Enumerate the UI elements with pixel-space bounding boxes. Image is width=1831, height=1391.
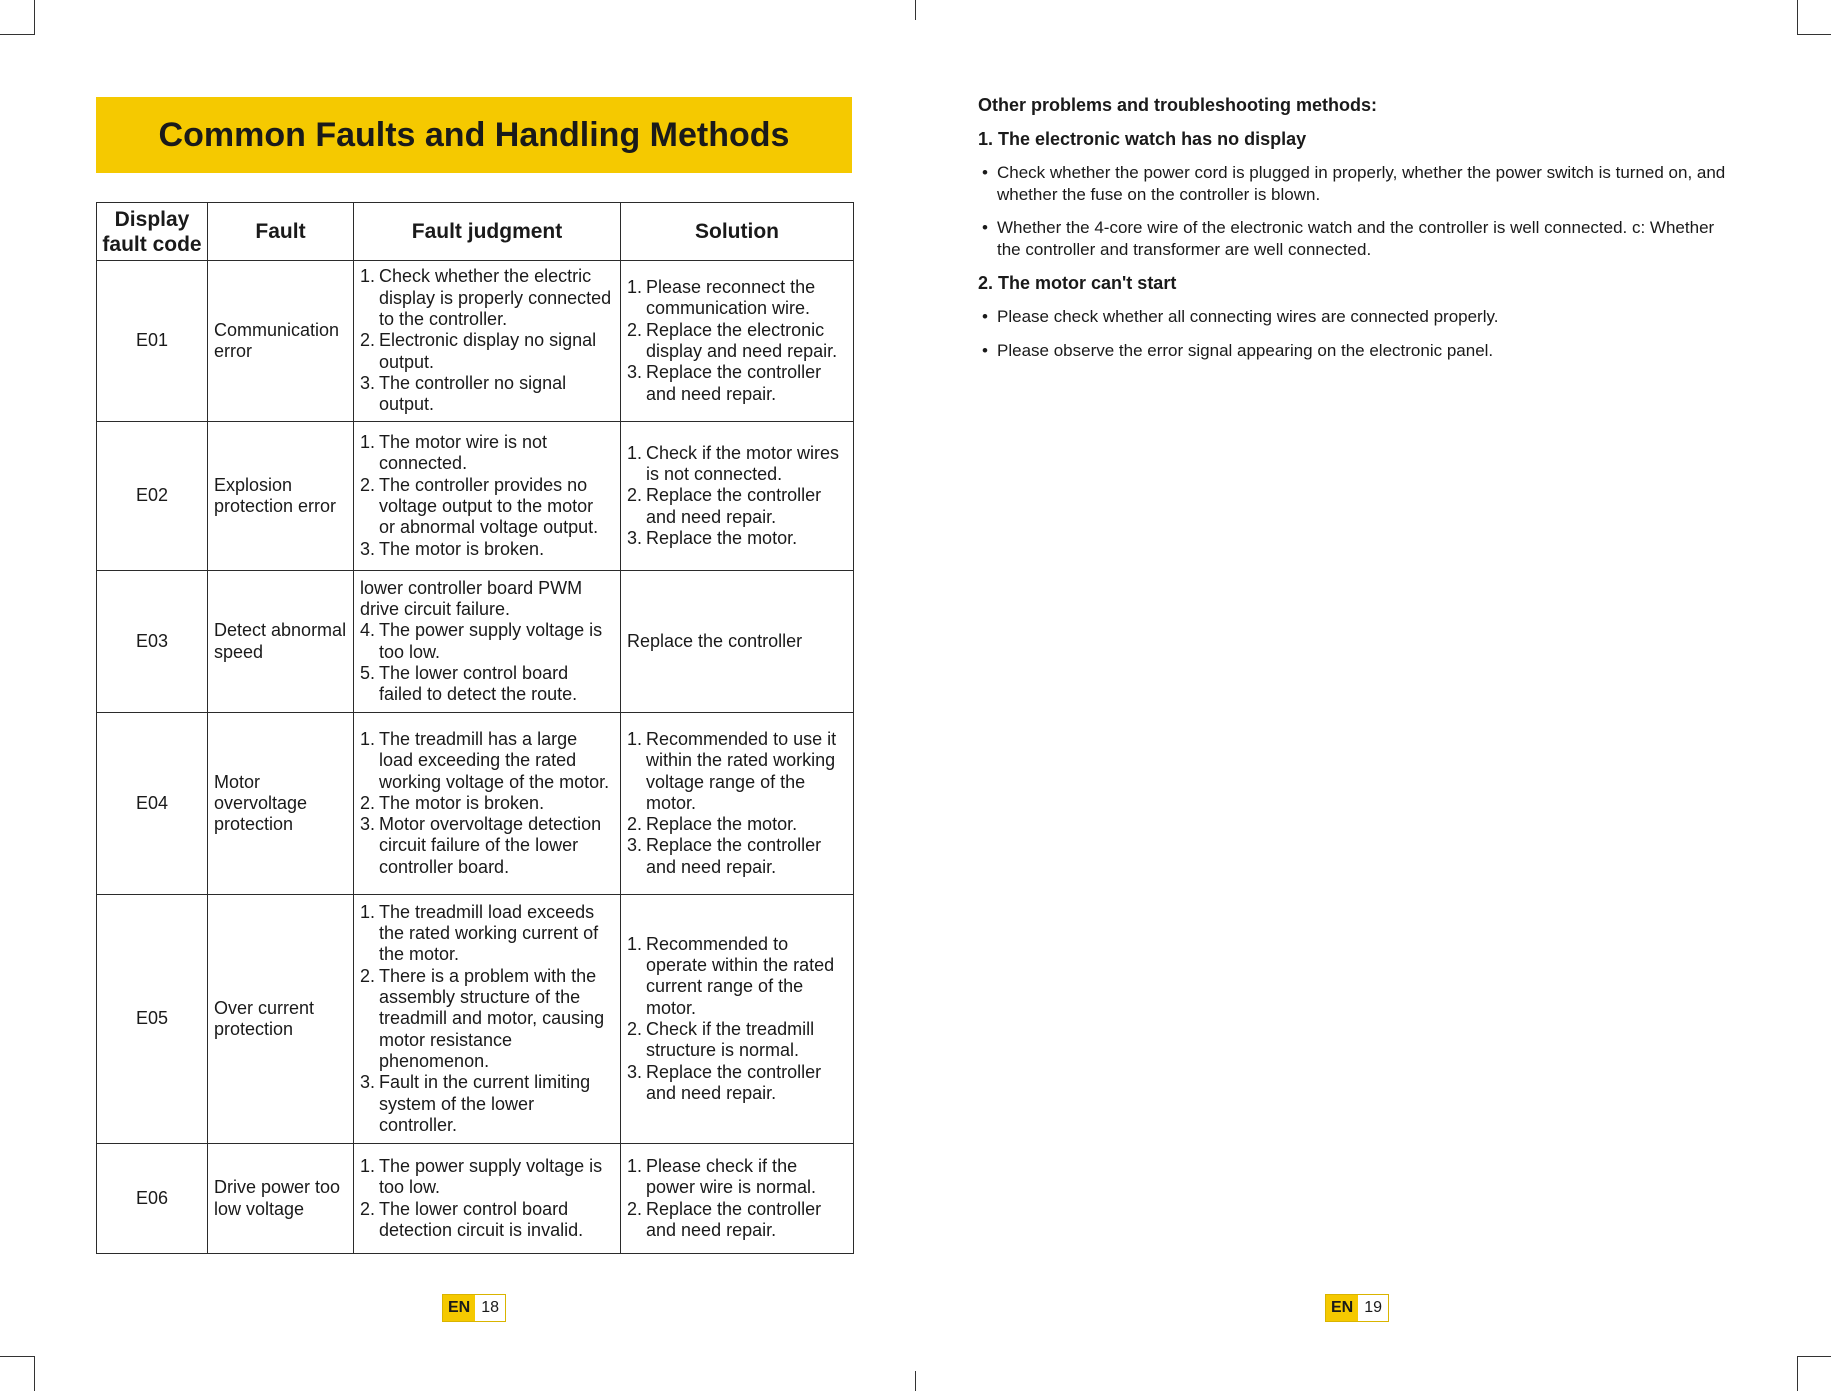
solution-item: Please reconnect the communication wire.: [646, 277, 816, 319]
subsection-title: 2. The motor can't start: [978, 273, 1177, 293]
crop-mark: [34, 0, 35, 35]
bullet-list: [978, 162, 1738, 260]
subsection-title: 1. The electronic watch has no display: [978, 129, 1307, 149]
column-header-solution: Solution: [621, 203, 854, 261]
fault-judgment: [354, 422, 621, 571]
table-row: [97, 895, 854, 1144]
crop-mark: [915, 0, 916, 20]
page-number: 18: [475, 1295, 505, 1321]
fault-code: E01: [97, 261, 208, 422]
language-label: EN: [443, 1295, 475, 1321]
page-number: 19: [1358, 1295, 1388, 1321]
crop-mark: [1797, 1356, 1798, 1391]
fault-code: E06: [97, 1144, 208, 1254]
page-title: Common Faults and Handling Methods: [96, 97, 852, 173]
judgment-item: The treadmill has a large load exceeding the rated working voltage of the motor.: [379, 728, 610, 792]
judgment-item: Check whether the electric display is properly connected to the controller.: [379, 266, 612, 330]
solution: [621, 1144, 854, 1254]
fault-code: E03: [97, 571, 208, 713]
solution-item: Replace the motor.: [646, 527, 798, 548]
fault-code: E04: [97, 713, 208, 895]
table-row: [97, 713, 854, 895]
crop-mark: [1797, 34, 1831, 35]
solution-item: Check if the treadmill structure is normal.: [646, 1019, 815, 1061]
fault-name: Communication error: [208, 261, 354, 422]
fault-name: Over current protection: [208, 895, 354, 1144]
judgment-item: Fault in the current limiting system of the lower controller.: [379, 1072, 591, 1135]
solution-item: Recommended to operate within the rated current range of the motor.: [646, 933, 835, 1018]
section-heading: Other problems and troubleshooting methods:: [978, 95, 1378, 115]
fault-code: E05: [97, 895, 208, 1144]
solution-item: Replace the controller and need repair.: [646, 485, 822, 527]
page-number-right: [1325, 1294, 1389, 1322]
crop-mark: [915, 1371, 916, 1391]
fault-judgment: [354, 895, 621, 1144]
bullet-item: • Check whether the power cord is plugged in properly, whether the power switch is turned on, and whether the fuse on the controller is blown.: [978, 162, 1738, 205]
judgment-item: The motor is broken.: [379, 792, 545, 813]
fault-code: E02: [97, 422, 208, 571]
judgment-item: The treadmill load exceeds the rated working current of the motor.: [379, 901, 599, 965]
table-header-row: [97, 203, 854, 261]
solution: Replace the controller: [621, 571, 854, 713]
column-header-fault: Fault: [208, 203, 354, 261]
bullet-list: [978, 306, 1738, 361]
solution: [621, 261, 854, 422]
bullet-item: • Whether the 4-core wire of the electronic watch and the controller is well connected. c: Whether the controller and transformer are well connected.: [978, 217, 1738, 260]
table-row: [97, 422, 854, 571]
fault-judgment: [354, 713, 621, 895]
judgment-item: The controller no signal output.: [379, 372, 567, 415]
solution-item: Recommended to use it within the rated working voltage range of the motor.: [646, 728, 837, 813]
column-header-judgment: Fault judgment: [354, 203, 621, 261]
crop-mark: [0, 1356, 35, 1357]
table-row: [97, 571, 854, 713]
judgment-item: The motor is broken.: [379, 538, 545, 559]
fault-judgment: [354, 1144, 621, 1254]
judgment-item: Motor overvoltage detection circuit failure of the lower controller board.: [379, 814, 602, 877]
fault-name: Detect abnormal speed: [208, 571, 354, 713]
judgment-lead-text: lower controller board PWM drive circuit failure.: [360, 577, 583, 619]
page-number-left: [442, 1294, 506, 1322]
table-row: [97, 261, 854, 422]
judgment-item: The lower control board detection circuit is invalid.: [379, 1198, 584, 1240]
solution-item: Replace the controller and need repair.: [646, 835, 822, 877]
solution-item: Replace the controller and need repair.: [646, 1198, 822, 1240]
solution-item: Replace the controller and need repair.: [646, 1061, 822, 1103]
crop-mark: [34, 1356, 35, 1391]
crop-mark: [1797, 1356, 1831, 1357]
column-header-code: Display fault code: [97, 203, 208, 261]
fault-name: Explosion protection error: [208, 422, 354, 571]
solution-item: Replace the controller and need repair.: [646, 362, 822, 404]
solution: [621, 713, 854, 895]
judgment-item: The power supply voltage is too low.: [379, 620, 603, 662]
solution-item: Replace the motor.: [646, 814, 798, 835]
bullet-item: • Please observe the error signal appearing on the electronic panel.: [978, 340, 1738, 362]
judgment-item: The motor wire is not connected.: [379, 432, 548, 474]
crop-mark: [0, 34, 35, 35]
crop-mark: [1797, 0, 1798, 35]
troubleshooting-section: [978, 94, 1738, 373]
solution-item: Replace the electronic display and need repair.: [646, 319, 838, 361]
judgment-item: The controller provides no voltage output to the motor or abnormal voltage output.: [379, 474, 599, 538]
judgment-item: There is a problem with the assembly structure of the treadmill and motor, causing motor resistance phenomenon.: [379, 965, 605, 1071]
fault-judgment: [354, 571, 621, 713]
judgment-item: The lower control board failed to detect the route.: [379, 662, 578, 705]
language-label: EN: [1326, 1295, 1358, 1321]
solution: [621, 422, 854, 571]
solution: [621, 895, 854, 1144]
fault-name: Drive power too low voltage: [208, 1144, 354, 1254]
solution-item: Check if the motor wires is not connected.: [646, 442, 840, 485]
table-row: [97, 1144, 854, 1254]
solution-item: Please check if the power wire is normal.: [646, 1155, 817, 1198]
bullet-item: • Please check whether all connecting wires are connected properly.: [978, 306, 1738, 328]
fault-table: [96, 202, 854, 1254]
fault-judgment: [354, 261, 621, 422]
fault-name: Motor overvoltage protection: [208, 713, 354, 895]
judgment-item: Electronic display no signal output.: [379, 330, 597, 372]
judgment-item: The power supply voltage is too low.: [379, 1155, 603, 1198]
